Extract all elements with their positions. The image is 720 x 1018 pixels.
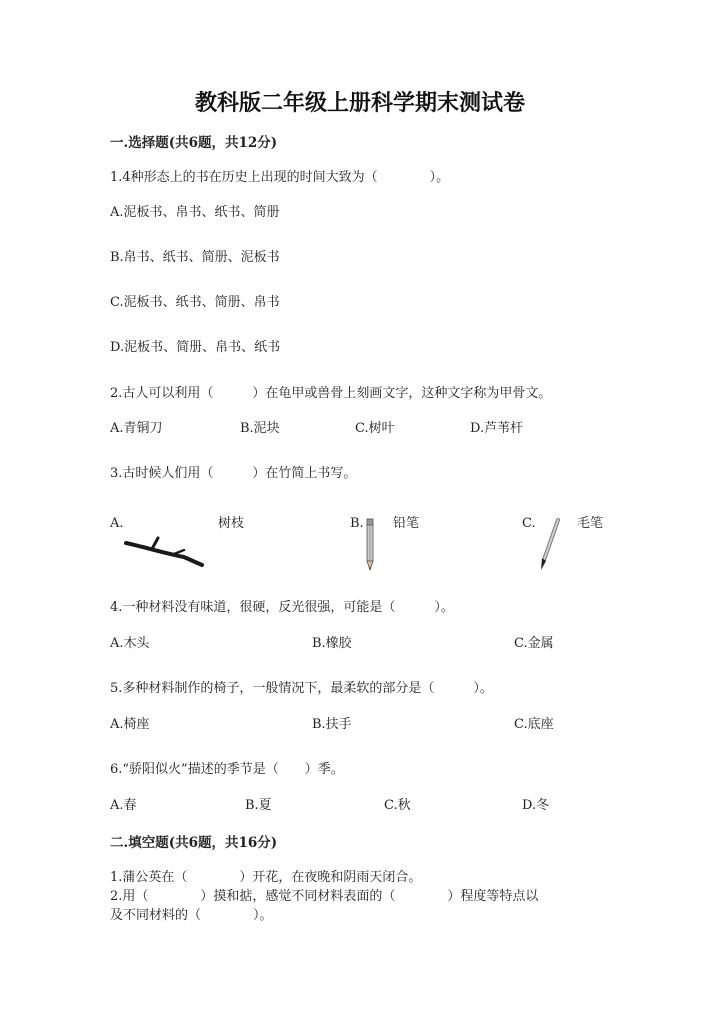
fill-question-2-line-1: 2.用（ ）摸和掂，感觉不同材料表面的（ ）程度等特点以 bbox=[110, 889, 539, 904]
question-1-option-d: D.泥板书、简册、帛书、纸书 bbox=[110, 340, 281, 355]
question-6-stem: 6.“骄阳似火”描述的季节是（ ）季。 bbox=[110, 762, 344, 777]
question-2-option-c: C.树叶 bbox=[355, 421, 395, 436]
question-5-stem: 5.多种材料制作的椅子，一般情况下，最柔软的部分是（ ）。 bbox=[110, 681, 493, 696]
fill-question-2-line-2: 及不同材料的（ ）。 bbox=[110, 908, 273, 923]
question-4-option-c: C.金属 bbox=[514, 636, 554, 651]
question-4-option-a: A.木头 bbox=[110, 636, 150, 651]
question-1-option-b: B.帛书、纸书、简册、泥板书 bbox=[110, 250, 280, 265]
question-5-option-c: C.底座 bbox=[514, 717, 554, 732]
question-4-stem: 4.一种材料没有味道，很硬，反光很强，可能是（ ）。 bbox=[110, 600, 454, 615]
question-6-option-a: A.春 bbox=[110, 798, 137, 813]
question-6-option-b: B.夏 bbox=[245, 798, 272, 813]
question-4-option-b: B.橡胶 bbox=[312, 636, 352, 651]
pencil-icon bbox=[364, 518, 376, 572]
fill-question-1: 1.蒲公英在（ ）开花，在夜晚和阴雨天闭合。 bbox=[110, 870, 422, 885]
twig-icon bbox=[124, 535, 206, 569]
question-2-stem: 2.古人可以利用（ ）在龟甲或兽骨上刻画文字，这种文字称为甲骨文。 bbox=[110, 386, 552, 401]
section-heading-choice: 一.选择题(共6题，共12分) bbox=[110, 135, 278, 151]
question-6-option-c: C.秋 bbox=[384, 798, 411, 813]
question-3-option-a-label: 树枝 bbox=[218, 516, 245, 531]
question-3-option-a-letter: A. bbox=[110, 516, 124, 531]
question-1-option-c: C.泥板书、纸书、简册、帛书 bbox=[110, 295, 280, 310]
question-3-option-b-letter: B. bbox=[350, 516, 364, 531]
question-5-option-b: B.扶手 bbox=[312, 717, 352, 732]
question-1-option-a: A.泥板书、帛书、纸书、简册 bbox=[110, 205, 280, 220]
section-heading-fill-in: 二.填空题(共6题，共16分) bbox=[110, 835, 278, 851]
question-3-option-c-letter: C. bbox=[522, 516, 536, 531]
question-3-option-c-label: 毛笔 bbox=[577, 516, 604, 531]
question-3-stem: 3.古时候人们用（ ）在竹简上书写。 bbox=[110, 466, 357, 481]
question-5-option-a: A.椅座 bbox=[110, 717, 150, 732]
question-2-option-a: A.青铜刀 bbox=[110, 421, 163, 436]
brush-pen-icon bbox=[538, 518, 562, 572]
question-1-stem: 1.4种形态上的书在历史上出现的时间大致为（ ）。 bbox=[110, 170, 450, 185]
question-3-option-b-label: 铅笔 bbox=[393, 516, 420, 531]
question-2-option-d: D.芦苇杆 bbox=[470, 421, 524, 436]
question-2-option-b: B.泥块 bbox=[240, 421, 280, 436]
question-6-option-d: D.冬 bbox=[522, 798, 550, 813]
page-title: 教科版二年级上册科学期末测试卷 bbox=[194, 90, 525, 116]
